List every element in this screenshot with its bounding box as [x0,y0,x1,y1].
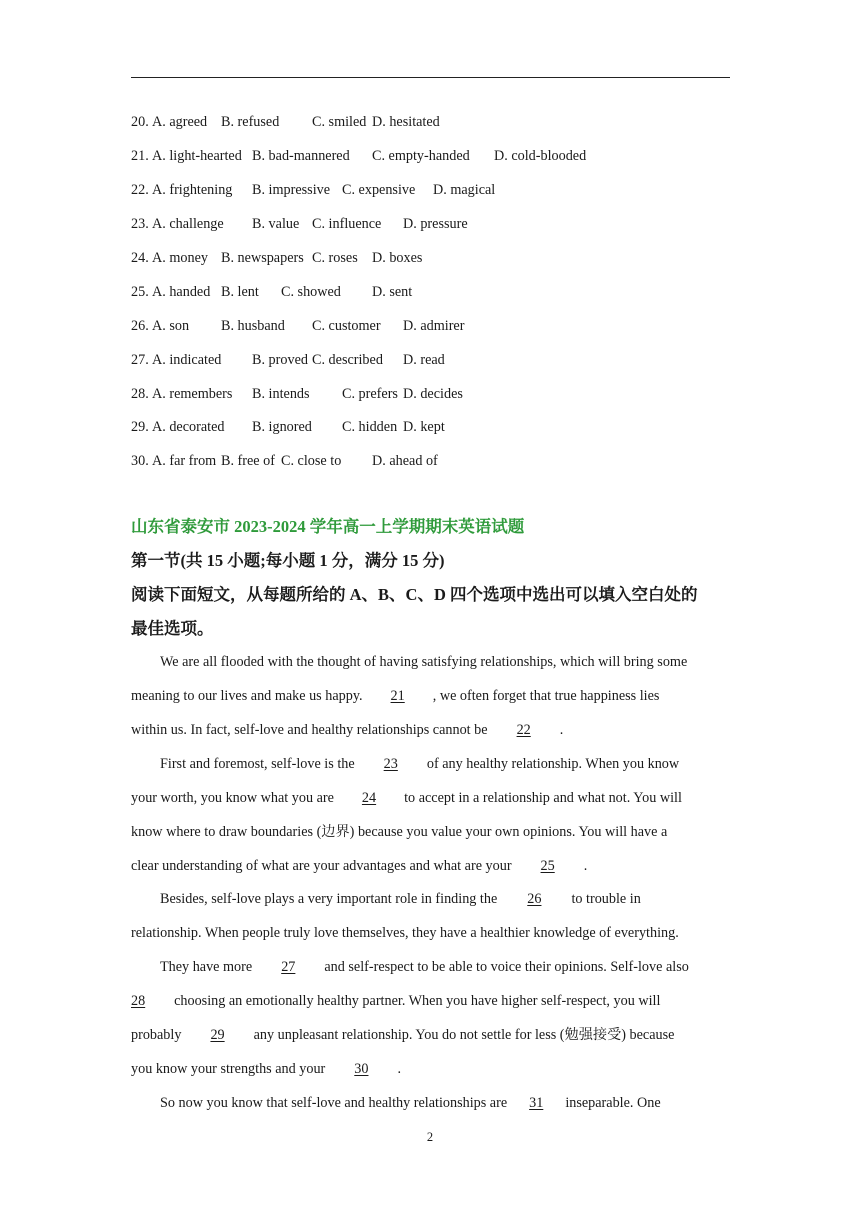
passage-line [131,822,667,842]
option-b: B. bad-mannered [252,148,350,164]
passage-line [131,686,659,706]
question-number: 23. [131,216,149,232]
option-c: C. customer [312,318,381,334]
option-d: D. pressure [403,216,468,232]
passage-text: . [390,1061,402,1077]
option-d: D. boxes [372,250,423,266]
instruction-line-2: 最佳选项。 [131,619,214,638]
passage-line [131,788,682,808]
option-d: D. cold-blooded [494,148,587,164]
passage-line [131,856,587,876]
answer-blank[interactable]: 29 [210,1027,225,1043]
option-c: C. roses [312,250,358,266]
answer-blank[interactable]: 27 [281,959,296,975]
passage-text: relationship. When people truly love themselves, they have a healthier knowledge of everything. [131,925,679,941]
passage-line [131,720,563,740]
passage-line [131,923,679,943]
option-b: B. intends [252,386,310,402]
answer-blank[interactable]: 25 [540,858,555,874]
option-b: B. husband [221,318,285,334]
option-a: A. light-hearted [152,148,242,164]
passage-text: any unpleasant relationship. You do not settle for less (勉强接受) because [246,1027,675,1043]
option-d: D. decides [403,386,463,402]
answer-blank[interactable]: 26 [527,891,542,907]
option-c: C. empty-handed [372,148,470,164]
passage-text: and self-respect to be able to voice their opinions. Self-love also [317,959,689,975]
option-a: A. challenge [152,216,224,232]
passage-line [160,957,689,977]
passage-text: know where to draw boundaries (边界) because you value your own opinions. You will have a [131,824,668,840]
passage-line [160,754,679,774]
passage-text: choosing an emotionally healthy partner. When you have higher self-respect, you will [167,993,661,1009]
page-number: 2 [426,1130,434,1144]
option-b: B. ignored [252,419,312,435]
option-b: B. refused [221,114,280,130]
option-a: A. son [152,318,190,334]
passage-line [131,991,660,1011]
option-a: A. decorated [152,419,225,435]
passage-text: We are all flooded with the thought of having satisfying relationships, which will bring some [160,654,688,670]
answer-blank[interactable]: 24 [361,790,377,806]
instruction-line-1: 阅读下面短文，从每题所给的 A、B、C、D 四个选项中选出可以填入空白处的 [131,585,698,604]
passage-text: . [576,858,588,874]
option-d: D. kept [403,419,445,435]
passage-text: to accept in a relationship and what not. You will [397,790,682,806]
option-a: A. far from [152,453,217,469]
answer-blank[interactable]: 28 [131,993,146,1009]
section-heading: 第一节(共 15 小题;每小题 1 分，满分 15 分) [131,551,445,570]
question-number: 27. [131,352,149,368]
option-a: A. agreed [152,114,208,130]
answer-blank[interactable]: 31 [529,1095,544,1111]
option-d: D. admirer [403,318,465,334]
option-c: C. smiled [312,114,367,130]
option-a: A. frightening [152,182,233,198]
passage-text: , we often forget that true happiness lies [425,688,660,704]
passage-text: of any healthy relationship. When you know [419,756,680,772]
passage-text: . [552,722,564,738]
question-number: 29. [131,419,149,435]
option-b: B. lent [221,284,259,300]
answer-blank[interactable]: 23 [383,756,398,772]
option-c: C. hidden [342,419,398,435]
passage-text: you know your strengths and your [131,1061,333,1077]
passage-text: to trouble in [564,891,641,907]
passage-line [160,652,687,672]
question-number: 28. [131,386,149,402]
passage-text: So now you know that self-love and healthy relationships are [160,1095,515,1111]
question-number: 25. [131,284,149,300]
option-c: C. influence [312,216,382,232]
exam-title: 山东省泰安市 2023-2024 学年高一上学期期末英语试题 [131,517,525,536]
option-a: A. handed [152,284,211,300]
question-number: 22. [131,182,149,198]
option-d: D. hesitated [372,114,440,130]
passage-line [131,1025,674,1045]
question-number: 20. [131,114,149,130]
option-b: B. impressive [252,182,331,198]
question-number: 26. [131,318,149,334]
question-number: 30. [131,453,149,469]
passage-text: Besides, self-love plays a very important role in finding the [160,891,505,907]
option-b: B. value [252,216,300,232]
option-d: D. ahead of [372,453,438,469]
answer-blank[interactable]: 22 [516,722,531,738]
passage-text: probably [131,1027,189,1043]
option-c: C. close to [281,453,342,469]
passage-text: They have more [160,959,260,975]
option-a: A. indicated [152,352,222,368]
option-c: C. showed [281,284,341,300]
passage-text: clear understanding of what are your advantages and what are your [131,858,519,874]
option-b: B. proved [252,352,308,368]
option-c: C. prefers [342,386,398,402]
answer-blank[interactable]: 21 [390,688,405,704]
option-c: C. described [312,352,383,368]
option-d: D. read [403,352,445,368]
passage-line [160,889,641,909]
passage-text: meaning to our lives and make us happy. [131,688,370,704]
option-d: D. magical [433,182,496,198]
passage-text: within us. In fact, self-love and healthy relationships cannot be [131,722,495,738]
passage-line [131,1059,401,1079]
answer-blank[interactable]: 30 [354,1061,369,1077]
option-c: C. expensive [342,182,416,198]
option-a: A. remembers [152,386,233,402]
header-rule [131,77,730,78]
question-number: 21. [131,148,149,164]
option-b: B. free of [221,453,275,469]
option-b: B. newspapers [221,250,304,266]
option-d: D. sent [372,284,413,300]
passage-text: inseparable. One [558,1095,661,1111]
passage-text: First and foremost, self-love is the [160,756,362,772]
question-number: 24. [131,250,149,266]
option-a: A. money [152,250,208,266]
passage-text: your worth, you know what you are [131,790,342,806]
passage-line [160,1093,661,1113]
